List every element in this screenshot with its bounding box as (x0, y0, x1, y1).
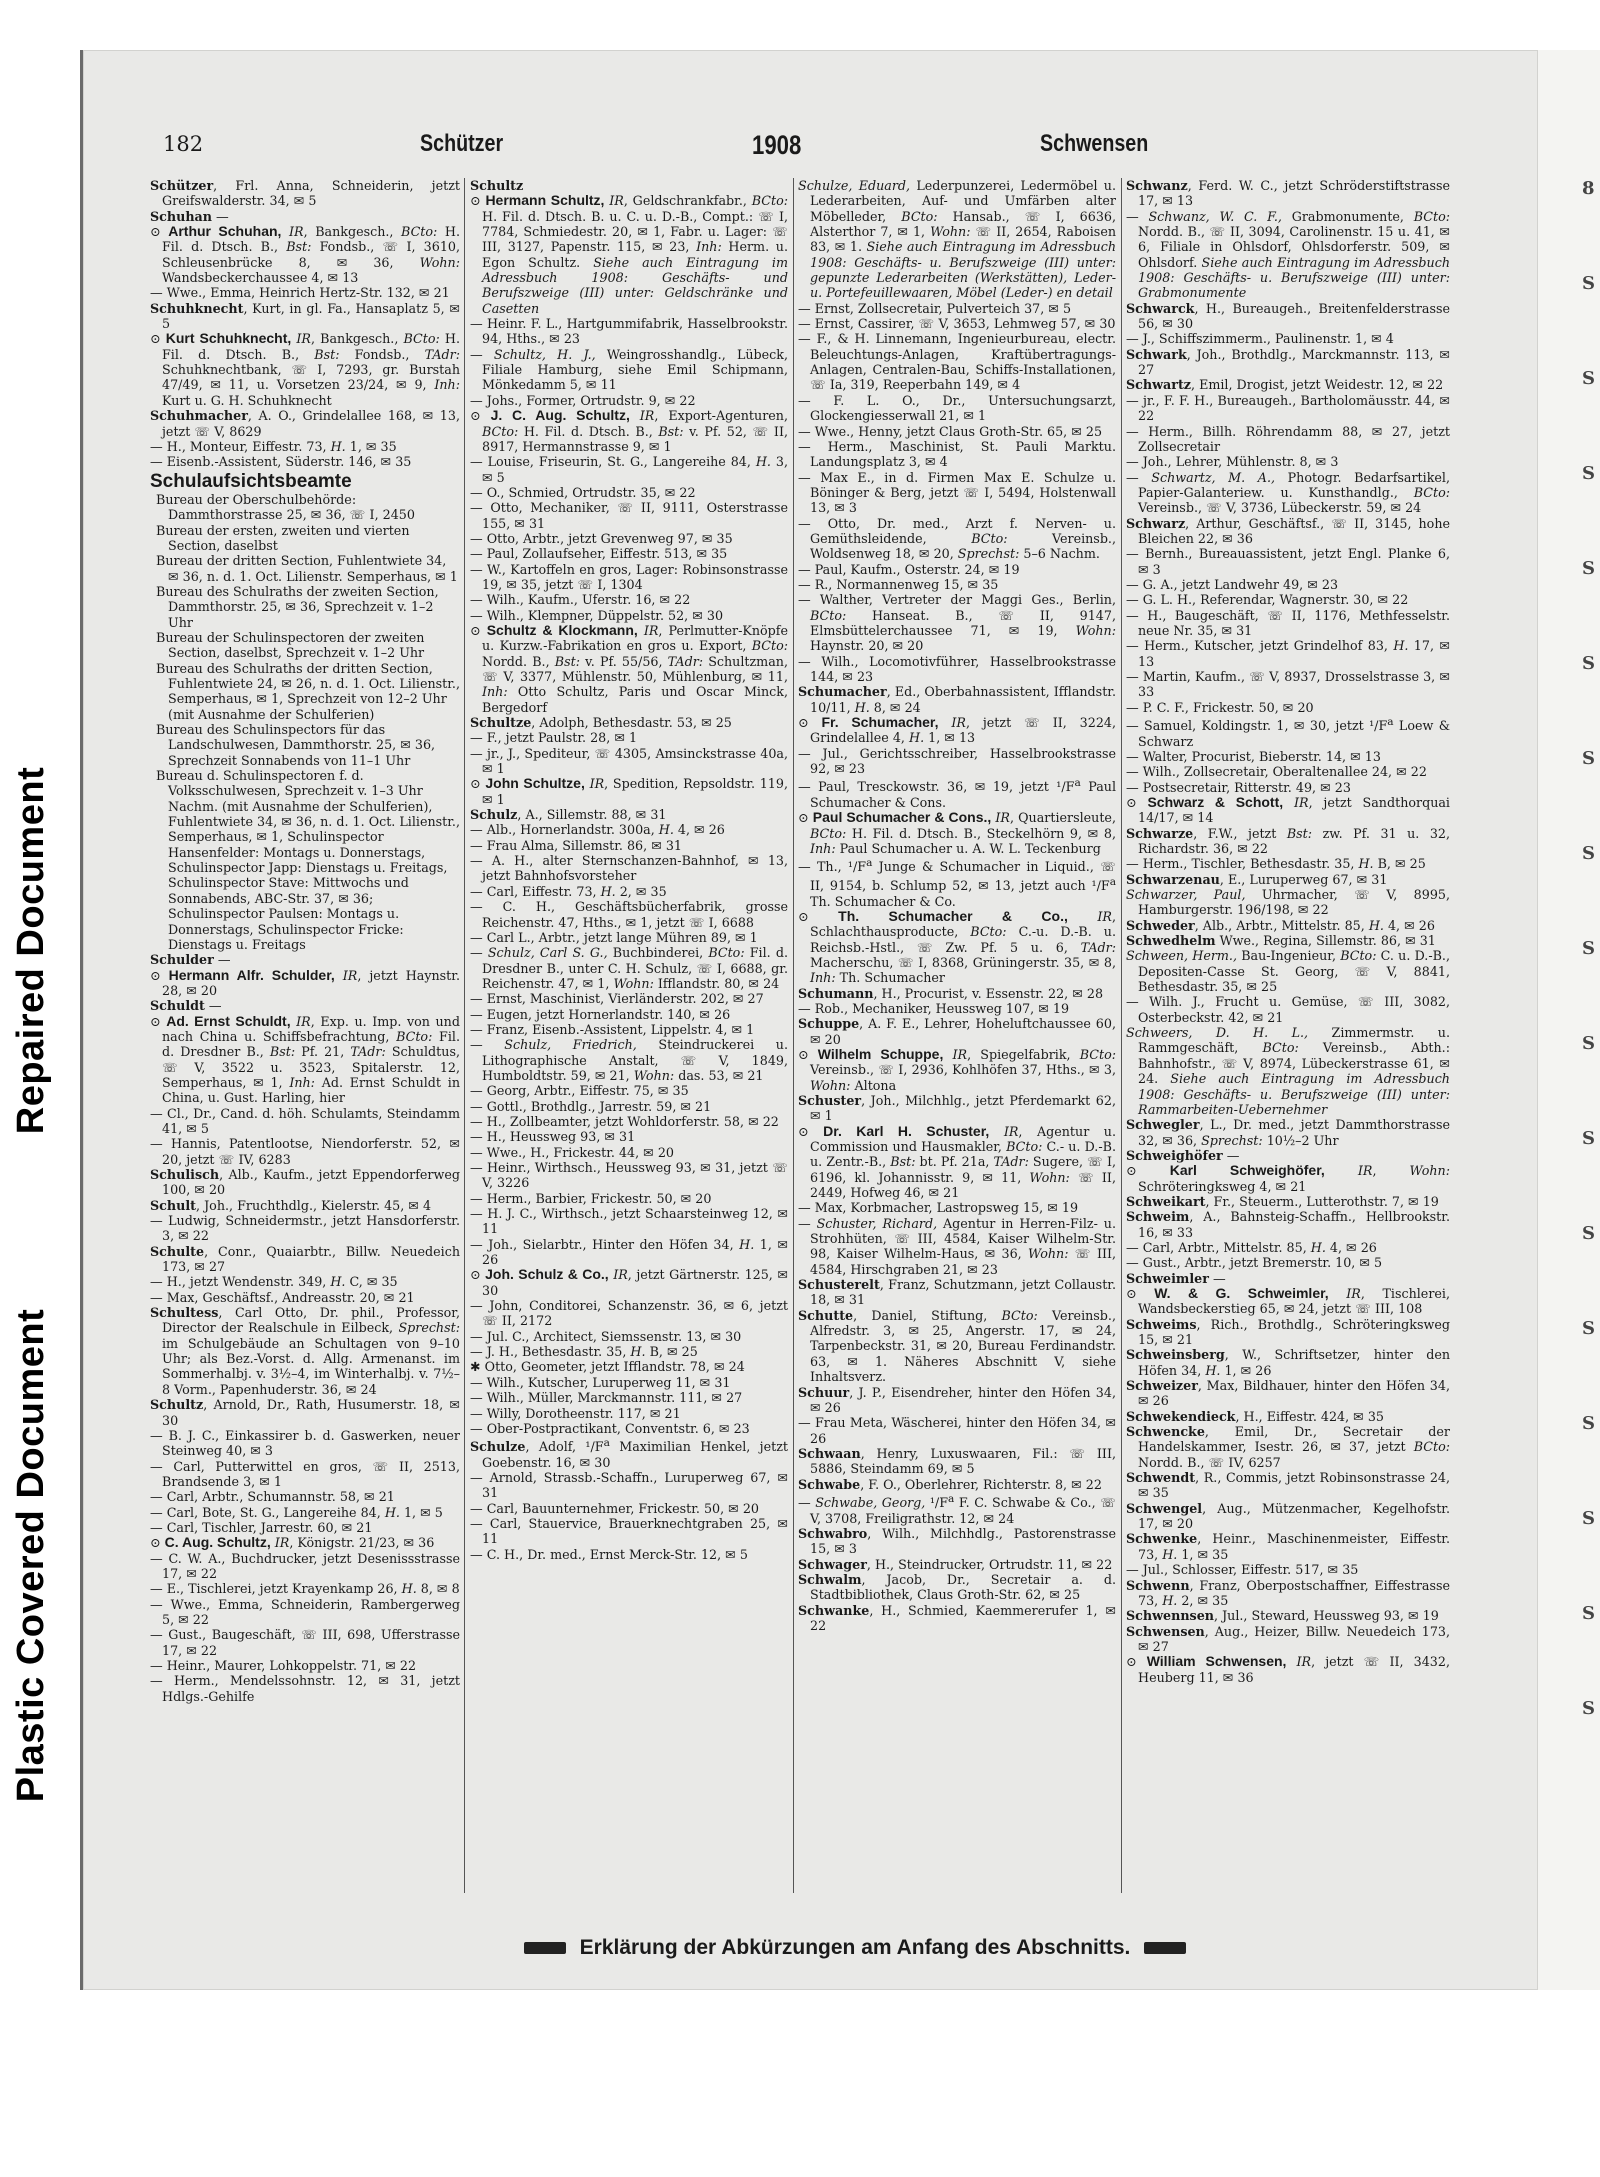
directory-entry: ⊙ Hermann Schultz, IR, Geldschrankfabr., BCto: H. Fil. d. Dtsch. B. u. C. u. D.-B., Compt.: ☏ I, 7784, Schmiedestr. 20, ✉ 1, Fabr. u. Lager: ☏ III, 3127, Papenstr. 115, ✉ 23, Inh: Herm. u. Egon Schultz. Siehe auch Eintragung im Adressbuch 1908: Geschäfts- und Berufszweige (III) unter: Geldschränke und Casetten (470, 192, 788, 316)
directory-entry: — Wilh., Zollsecretair, Oberaltenallee 24, ✉ 22 (1126, 764, 1427, 780)
directory-entry: — Schwabe, Georg, $^1/F^a$ F. C. Schwabe & Co., ☏ V, 3708, Freiligrathstr. 12, ✉ 24 (798, 1492, 1116, 1526)
directory-entry: Schulisch, Alb., Kaufm., jetzt Eppendorferweg 100, ✉ 20 (150, 1167, 460, 1198)
directory-entry: — Carl, Arbtr., Schumannstr. 58, ✉ 21 (150, 1489, 395, 1505)
adjacent-page-letter: S (1582, 1698, 1595, 1719)
directory-entry: — Schulz, Friedrich, Steindruckerei u. Lithographische Anstalt, ☏ V, 1849, Humboldtstr. 59, ✉ 21, Wohn: das. 53, ✉ 21 (470, 1037, 788, 1083)
directory-entry: Schwaan, Henry, Luxuswaaren, Fil.: ☏ III, 5886, Steindamm 69, ✉ 5 (798, 1445, 1116, 1477)
directory-entry: Schweers, D. H. L., Zimmermstr. u. Rammgeschäft, BCto: Vereinsb., Abth.: Bahnhofstr., ☏ V, 8974, Lübeckerstrasse 61, ✉ 24. Siehe auch Eintragung im Adressbuch 1908: Geschäfts- u. Berufszweige (III) unter: Rammarbeiten-Uebernehmer (1126, 1025, 1450, 1117)
directory-entry: — Joh., Sielarbtr., Hinter den Höfen 34, H. 1, ✉ 26 (470, 1236, 788, 1268)
directory-entry: — jr., F. F. H., Bureaugeh., Bartholomäusstr. 44, ✉ 22 (1126, 392, 1450, 424)
directory-entry: Schwensen, Aug., Heizer, Billw. Neuedeich 173, ✉ 27 (1126, 1623, 1450, 1654)
directory-entry: — J. H., Bethesdastr. 35, H. B, ✉ 25 (470, 1344, 698, 1360)
pointing-hand-left-icon (524, 1942, 566, 1954)
directory-entry: — Eugen, jetzt Hornerlandstr. 140, ✉ 26 (470, 1006, 731, 1022)
directory-entry: Schwencke, Emil, Dr., Secretair der Handelskammer, Isestr. 26, ✉ 37, jetzt BCto: Nordd. B., ☏ IV, 6257 (1126, 1424, 1450, 1470)
page-footer (405, 1936, 1305, 1966)
adjacent-page-letter: S (1582, 938, 1595, 959)
directory-entry: — H. J. C., Wirthsch., jetzt Schaarsteinweg 12, ✉ 11 (470, 1206, 788, 1237)
directory-entry: Schwarze, F.W., jetzt Bst: zw. Pf. 31 u. 32, Richardstr. 36, ✉ 22 (1126, 825, 1450, 857)
directory-entry: Schweizer, Max, Bildhauer, hinter den Höfen 34, ✉ 26 (1126, 1378, 1450, 1409)
adjacent-page-letter: S (1582, 558, 1595, 579)
directory-entry: Schulte, Conr., Quaiarbtr., Billw. Neuedeich 173, ✉ 27 (150, 1243, 460, 1275)
directory-entry: ⊙ Arthur Schuhan, IR, Bankgesch., BCto: H. Fil. d. Dtsch. B., Bst: Fondsb., ☏ I, 3610, Schleusenbrücke 8, ✉ 36, Wohn: Wandsbeckerchaussee 4, ✉ 13 (150, 223, 460, 286)
directory-entry: Schwark, Joh., Brothdlg., Marckmannstr. 113, ✉ 27 (1126, 346, 1450, 378)
directory-entry: — H., Heussweg 93, ✉ 31 (470, 1129, 636, 1145)
directory-entry: — Frau Alma, Sillemstr. 86, ✉ 31 (470, 837, 683, 853)
page-header (150, 118, 1155, 162)
directory-entry: — Wilh., Müller, Marckmannstr. 111, ✉ 27 (470, 1390, 743, 1406)
directory-entry: — F. L. O., Dr., Untersuchungsarzt, Glockengiesserwall 21, ✉ 1 (798, 392, 1116, 424)
directory-entry: Schweikart, Fr., Steuerm., Lutterothstr. 7, ✉ 19 (1126, 1193, 1439, 1209)
directory-entry: Schuldt — (150, 998, 222, 1014)
directory-entry: — Franz, Eisenb.-Assistent, Lippelstr. 4, ✉ 1 (470, 1021, 755, 1037)
directory-entry: Schwekendieck, H., Eiffestr. 424, ✉ 35 (1126, 1408, 1384, 1424)
column-4 (1126, 178, 1450, 1903)
directory-columns (150, 178, 1495, 1898)
directory-entry: — Max E., in d. Firmen Max E. Schulze u. Böninger & Berg, jetzt ☏ I, 5494, Holstenwall 13, ✉ 3 (798, 469, 1116, 516)
directory-entry: Schuhknecht, Kurt, in gl. Fa., Hansaplatz 5, ✉ 5 (150, 300, 460, 332)
directory-entry: Schwager, H., Steindrucker, Ortrudstr. 11, ✉ 22 (798, 1556, 1113, 1572)
directory-entry: Schusterelt, Franz, Schutzmann, jetzt Collaustr. 18, ✉ 31 (798, 1277, 1116, 1308)
directory-entry: — Herm., Billh. Röhrendamm 88, ✉ 27, jetzt Zollsecretair (1126, 423, 1450, 454)
directory-entry: — Joh., Lehrer, Mühlenstr. 8, ✉ 3 (1126, 454, 1339, 470)
directory-entry: — C. W. A., Buchdrucker, jetzt Desenissstrasse 17, ✉ 22 (150, 1550, 460, 1581)
adjacent-page-letter: S (1582, 1413, 1595, 1434)
directory-entry: — Wilh., Locomotivführer, Hasselbrookstrasse 144, ✉ 23 (798, 653, 1116, 684)
directory-entry: Schultz (470, 178, 524, 193)
footer-note: Erklärung der Abkürzungen am Anfang des Abschnitts. (579, 1936, 1131, 1959)
directory-entry: ⊙ Paul Schumacher & Cons., IR, Quartiersleute, BCto: H. Fil. d. Dtsch. B., Steckelhörn 9, ✉ 8, Inh: Paul Schumacher u. A. W. L. Teckenburg (798, 809, 1116, 857)
directory-entry: — Ernst, Cassirer, ☏ V, 3653, Lehmweg 57, ✉ 30 (798, 316, 1116, 332)
directory-entry: ⊙ Dr. Karl H. Schuster, IR, Agentur u. Commission und Hausmakler, BCto: C.- u. D.-B. u. Zentr.-B., Bst: bt. Pf. 21a, TAdr: Sugere, ☏ I, 6196, kl. Johannisstr. 9, ✉ 11, Wohn: ☏ II, 2449, Hofweg 46, ✉ 21 (798, 1122, 1116, 1201)
directory-entry: — Herm., Barbier, Frickestr. 50, ✉ 20 (470, 1190, 712, 1206)
header-last-entry: Schwensen (1040, 130, 1149, 157)
column-divider (464, 178, 465, 1893)
directory-entry: — G. L. H., Referendar, Wagnerstr. 30, ✉ 22 (1126, 592, 1409, 608)
adjacent-page-letter: S (1582, 273, 1595, 294)
directory-entry: — Martin, Kaufm., ☏ V, 8937, Drosselstrasse 3, ✉ 33 (1126, 669, 1450, 700)
directory-entry: — Hannis, Patentlootse, Niendorferstr. 52, ✉ 20, jetzt ☏ IV, 6283 (150, 1136, 460, 1167)
directory-entry: — W., Kartoffeln en gros, Lager: Robinsonstrasse 19, ✉ 35, jetzt ☏ I, 1304 (470, 561, 788, 592)
directory-entry: Schwendt, R., Commis, jetzt Robinsonstrasse 24, ✉ 35 (1126, 1470, 1450, 1501)
directory-entry: — Johs., Former, Ortrudstr. 9, ✉ 22 (470, 392, 696, 408)
directory-entry: Schuhmacher, A. O., Grindelallee 168, ✉ 13, jetzt ☏ V, 8629 (150, 408, 460, 439)
directory-entry: — Jul., Gerichtsschreiber, Hasselbrookstrasse 92, ✉ 23 (798, 745, 1116, 777)
directory-entry: — C. H., Dr. med., Ernst Merck-Str. 12, ✉ 5 (470, 1546, 748, 1562)
directory-entry: Schwegler, L., Dr. med., jetzt Dammthorstrasse 32, ✉ 36, Sprechst: 10½–2 Uhr (1126, 1117, 1450, 1148)
adjacent-page-letter: S (1582, 748, 1595, 769)
directory-entry: — Max, Geschäftsf., Andreasstr. 20, ✉ 21 (150, 1289, 415, 1305)
directory-entry: Schweder, Alb., Arbtr., Mittelstr. 85, H. 4, ✉ 26 (1126, 917, 1435, 933)
directory-entry: ⊙ W. & G. Schweimler, IR, Tischlerei, Wandsbeckerstieg 65, ✉ 24, jetzt ☏ III, 108 (1126, 1284, 1450, 1317)
directory-entry: Schwengel, Aug., Mützenmacher, Kegelhofstr. 17, ✉ 20 (1126, 1500, 1450, 1532)
directory-entry: — Alb., Hornerlandstr. 300a, H. 4, ✉ 26 (470, 822, 725, 838)
column-2 (470, 178, 788, 1903)
adjacent-page-letter: S (1582, 653, 1595, 674)
directory-entry: — Heinr. F. L., Hartgummifabrik, Hasselbrookstr. 94, Hths., ✉ 23 (470, 316, 788, 347)
directory-entry: — Gust., Arbtr., jetzt Bremerstr. 10, ✉ 5 (1126, 1255, 1383, 1271)
directory-entry: — Jul. C., Architect, Siemssenstr. 13, ✉ 30 (470, 1328, 742, 1344)
directory-entry: — Schuster, Richard, Agentur in Herren-Filz- u. Strohhüten, ☏ III, 4584, Kaiser Wilhelm-Str. 98, Kaiser Wilhelm-Haus, ✉ 36, Wohn: ☏ III, 4584, Hirschgraben 21, ✉ 23 (798, 1215, 1116, 1277)
directory-entry: — Paul, Kaufm., Osterstr. 24, ✉ 19 (798, 561, 1020, 577)
directory-entry: Schwenke, Heinr., Maschinenmeister, Eiffestr. 73, H. 1, ✉ 35 (1126, 1531, 1450, 1562)
directory-entry: — J., Schiffszimmerm., Paulinenstr. 1, ✉ 4 (1126, 331, 1394, 347)
directory-entry: — H., jetzt Wendenstr. 349, H. C, ✉ 35 (150, 1274, 398, 1290)
directory-entry: — E., Tischlerei, jetzt Krayenkamp 26, H. 8, ✉ 8 (150, 1581, 460, 1597)
directory-subentry: Bureau der dritten Section, Fuhlentwiete 34, ✉ 36, n. d. 1. Oct. Lilienstr. Semperhaus, ✉ 1 (156, 553, 458, 584)
directory-entry: Schuur, J. P., Eisendreher, hinter den Höfen 34, ✉ 26 (798, 1384, 1116, 1415)
directory-entry: — Ober-Postpractikant, Conventstr. 6, ✉ 23 (470, 1420, 750, 1436)
adjacent-page-letter: S (1582, 368, 1595, 389)
directory-entry: ⊙ Wilhelm Schuppe, IR, Spiegelfabrik, BCto: Vereinsb., ☏ I, 2936, Kohlhöfen 37, Hths., ✉ 3, Wohn: Altona (798, 1045, 1116, 1093)
column-1 (150, 178, 460, 1903)
directory-entry: — Samuel, Koldingstr. 1, ✉ 30, jetzt $^1/F^a$ Loew & Schwarz (1126, 716, 1450, 749)
directory-entry: — Otto, Mechaniker, ☏ II, 9111, Osterstrasse 155, ✉ 31 (470, 500, 788, 531)
directory-entry: — Wwe., Emma, Heinrich Hertz-Str. 132, ✉ 21 (150, 285, 450, 301)
directory-entry: — C. H., Geschäftsbücherfabrik, grosse Reichenstr. 47, Hths., ✉ 1, jetzt ☏ I, 6688 (470, 899, 788, 930)
directory-entry: — Herm., Tischler, Bethesdastr. 35, H. B, ✉ 25 (1126, 856, 1426, 872)
header-year: 1908 (752, 130, 802, 160)
directory-entry: — Rob., Mechaniker, Heussweg 107, ✉ 19 (798, 1000, 1070, 1016)
directory-entry: — Gottl., Brothdlg., Jarrestr. 59, ✉ 21 (470, 1098, 712, 1114)
directory-entry: — Bernh., Bureauassistent, jetzt Engl. Planke 6, ✉ 3 (1126, 546, 1450, 577)
directory-entry: — Wilh., Kaufm., Uferstr. 16, ✉ 22 (470, 592, 691, 608)
directory-entry: — Walter, Procurist, Bieberstr. 14, ✉ 13 (1126, 748, 1381, 764)
directory-entry: — Otto, Dr. med., Arzt f. Nerven- u. Gemüthsleidende, BCto: Vereinsb., Woldsenweg 18, ✉ 20, Sprechst: 5–6 Nachm. (798, 515, 1116, 562)
directory-subentry: Bureau der Schulinspectoren der zweiten Section, daselbst, Sprechzeit v. 1–2 Uhr (156, 629, 425, 661)
directory-entry: Schweim, A., Bahnsteig-Schaffn., Hellbrookstr. 16, ✉ 33 (1126, 1209, 1450, 1240)
pointing-hand-right-icon (1144, 1942, 1186, 1954)
directory-entry: Schwabe, F. O., Oberlehrer, Richterstr. 8, ✉ 22 (798, 1476, 1102, 1492)
directory-entry: — G. A., jetzt Landwehr 49, ✉ 23 (1126, 576, 1339, 592)
directory-entry: — Schwanz, W. C. F., Grabmonumente, BCto: Nordd. B., ☏ II, 3094, Carolinenstr. 15 u. 41, ✉ 6, Filiale in Ohlsdorf, Ohlsdorferstr. 509, ✉ Ohlsdorf. Siehe auch Eintragung im Adressbuch 1908: Geschäfts- u. Berufszweige (III) unter: Grabmonumente (1126, 208, 1450, 301)
directory-entry: — Wwe., H., Frickestr. 44, ✉ 20 (470, 1144, 674, 1160)
directory-subentry: Bureau der Oberschulbehörde: Dammthorstrasse 25, ✉ 36, ☏ I, 2450 (156, 491, 415, 523)
directory-entry: — Wilh., Kutscher, Luruperweg 11, ✉ 31 (470, 1374, 731, 1390)
directory-subentry: Bureau des Schulraths der dritten Section, Fuhlentwiete 24, ✉ 26, n. d. 1. Oct. Lilienstr., Semperhaus, ✉ 1, Sprechzeit von 12–2 Uhr (mit Ausnahme der Schulferien) (156, 660, 460, 722)
directory-entry: Schultze, Adolph, Bethesdastr. 53, ✉ 25 (470, 715, 732, 731)
directory-entry: Schulder — (150, 952, 231, 968)
adjacent-page-letter: S (1582, 1318, 1595, 1339)
directory-entry: — Louise, Friseurin, St. G., Langereihe 84, H. 3, ✉ 5 (470, 454, 788, 485)
adjacent-page-letter: 8 (1582, 178, 1595, 199)
directory-entry: — Carl L., Arbtr., jetzt lange Mühren 89, ✉ 1 (470, 929, 758, 945)
directory-entry: Schwarck, H., Bureaugeh., Breitenfelderstrasse 56, ✉ 30 (1126, 300, 1450, 332)
directory-entry: ⊙ Fr. Schumacher, IR, jetzt ☏ II, 3224, Grindelallee 4, H. 1, ✉ 13 (798, 714, 1116, 746)
directory-entry: — Carl, Bote, St. G., Langereihe 84, H. 1, ✉ 5 (150, 1504, 443, 1520)
directory-entry: — Wwe., Henny, jetzt Claus Groth-Str. 65, ✉ 25 (798, 423, 1103, 439)
directory-entry: — Gust., Baugeschäft, ☏ III, 698, Ufferstrasse 17, ✉ 22 (150, 1627, 460, 1658)
directory-entry: Schutte, Daniel, Stiftung, BCto: Vereinsb., Alfredstr. 3, ✉ 25, Angerstr. 17, ✉ 24, Tarpenbeckstr. 31, ✉ 20, Bureau Ferdinandstr. 63, ✉ 1. Näheres Abschnitt V, siehe Inhaltsverz. (798, 1307, 1116, 1385)
directory-entry: Schwabro, Wilh., Milchhdlg., Pastorenstrasse 15, ✉ 3 (798, 1525, 1116, 1557)
directory-entry: — Eisenb.-Assistent, Süderstr. 146, ✉ 35 (150, 454, 412, 470)
directory-entry: — Carl, Eiffestr. 73, H. 2, ✉ 35 (470, 883, 667, 899)
directory-entry: — Otto, Arbtr., jetzt Grevenweg 97, ✉ 35 (470, 530, 733, 546)
directory-entry: — Wilh., Klempner, Düppelstr. 52, ✉ 30 (470, 607, 724, 623)
directory-entry: — Jul., Schlosser, Eiffestr. 517, ✉ 35 (1126, 1562, 1359, 1578)
side-label-plastic-text: Plastic Covered Document (10, 1308, 53, 1802)
directory-entry: — Arnold, Strassb.-Schaffn., Luruperweg 67, ✉ 31 (470, 1470, 788, 1501)
side-label-repaired-text: Repaired Document (10, 766, 53, 1134)
directory-entry: Schwennsen, Jul., Steward, Heussweg 93, ✉ 19 (1126, 1608, 1439, 1624)
directory-entry: — Herm., Mendelssohnstr. 12, ✉ 31, jetzt Hdlgs.-Gehilfe (150, 1673, 460, 1704)
directory-entry: ⊙ Ad. Ernst Schuldt, IR, Exp. u. Imp. von und nach China u. Schiffsbefrachtung, BCto: Fil. d. Dresdner B., Bst: Pf. 21, TAdr: Schuldtus, ☏ V, 3522 u. 3523, Spitalerstr. 12, Semperhaus, ✉ 1, Inh: Ad. Ernst Schuldt in China, u. Gust. Harling, hier (150, 1012, 460, 1106)
column-3 (798, 178, 1116, 1903)
directory-subentry: Bureau d. Schulinspectoren f. d. Volksschulwesen, Sprechzeit v. 1–3 Uhr Nachm. (mit Ausnahme der Schulferien), Fuhlentwiete 34, ✉ 36, n. d. 1. Oct. Lilienstr., Semperhaus, ✉ 1, Schulinspector Hansenfelder: Montags u. Donnerstags, Schulinspector Japp: Dienstags u. Freitags, Schulinspector Stave: Mittwochs und Sonnabends, ABC-Str. 37, ✉ 36; Schulinspector Paulsen: Montags u. Donnerstags, Schulinspector Fricke: Dienstags u. Freitags (156, 768, 460, 952)
directory-entry: ⊙ Hermann Alfr. Schulder, IR, jetzt Haynstr. 28, ✉ 20 (150, 966, 460, 998)
directory-entry: — Wilh. J., Frucht u. Gemüse, ☏ III, 3082, Osterbeckstr. 42, ✉ 21 (1126, 994, 1450, 1025)
directory-entry: Schwarzenau, E., Luruperweg 67, ✉ 31 (1126, 871, 1388, 887)
directory-entry: Schweims, Rich., Brothdlg., Schröteringksweg 15, ✉ 21 (1126, 1316, 1450, 1348)
directory-entry: — Herm., Maschinist, St. Pauli Marktu. Landungsplatz 3, ✉ 4 (798, 438, 1116, 470)
directory-entry: ⊙ C. Aug. Schultz, IR, Königstr. 21/23, ✉ 36 (150, 1534, 435, 1551)
directory-entry: — Wwe., Emma, Schneiderin, Rambergerweg 5, ✉ 22 (150, 1596, 460, 1627)
header-first-entry: Schützer (420, 130, 504, 157)
directory-entry: — jr., J., Spediteur, ☏ 4305, Amsinckstrasse 40a, ✉ 1 (470, 745, 788, 777)
directory-entry: — F., & H. Linnemann, Ingenieurbureau, electr. Beleuchtungs-Anlagen, Kraftübertragungs-Anlagen, Centralen-Bau, Schiffs-Installationen, ☏ Ia, 319, Reeperbahn 149, ✉ 4 (798, 331, 1116, 393)
directory-entry: ⊙ Kurt Schuhknecht, IR, Bankgesch., BCto: H. Fil. d. Dtsch. B., Bst: Fondsb., TAdr: Schuhknechtbank, ☏ I, 7293, gr. Burstah 47/49, ✉ 11, u. Vorsetzen 23/24, ✉ 9, Inh: Kurt u. G. H. Schuhknecht (150, 330, 460, 408)
directory-entry: ⊙ J. C. Aug. Schultz, IR, Export-Agenturen, BCto: H. Fil. d. Dtsch. B., Bst: v. Pf. 52, ☏ II, 8917, Hermannstrasse 9, ✉ 1 (470, 407, 788, 454)
directory-subentry: Bureau des Schulinspectors für das Landschulwesen, Dammthorstr. 25, ✉ 36, Sprechzeit Sonnabends von 11–1 Uhr (156, 722, 436, 768)
directory-page (150, 118, 1515, 1988)
directory-entry: — Max, Korbmacher, Lastropsweg 15, ✉ 19 (798, 1200, 1079, 1216)
directory-entry: Schuppe, A. F. E., Lehrer, Hoheluftchaussee 60, ✉ 20 (798, 1016, 1116, 1047)
directory-entry: — Ernst, Zollsecretair, Pulverteich 37, ✉ 5 (798, 300, 1072, 316)
column-divider (1121, 178, 1122, 1893)
directory-entry: — Postsecretair, Ritterstr. 49, ✉ 23 (1126, 779, 1351, 795)
column-divider (793, 178, 794, 1893)
adjacent-page-letter: S (1582, 1603, 1595, 1624)
directory-entry: — H., Monteur, Eiffestr. 73, H. 1, ✉ 35 (150, 438, 397, 454)
directory-entry: Schwarzer, Paul, Uhrmacher, ☏ V, 8995, Hamburgerstr. 196/198, ✉ 22 (1126, 887, 1450, 918)
directory-entry: Schulz, A., Sillemstr. 88, ✉ 31 (470, 807, 667, 823)
directory-entry: Schulze, Adolf, $^1/F^a$ Maximilian Henkel, jetzt Goebenstr. 16, ✉ 30 (470, 1437, 788, 1470)
side-label-repaired (0, 690, 64, 1210)
adjacent-page-letter: S (1582, 1128, 1595, 1149)
directory-entry: — Carl, Bauunternehmer, Frickestr. 50, ✉ 20 (470, 1500, 759, 1516)
adjacent-page-letter: S (1582, 843, 1595, 864)
page-number: 182 (163, 132, 204, 156)
directory-entry: Schultess, Carl Otto, Dr. phil., Professor, Director der Realschule in Eilbeck, Sprechst: im Schulgebäude an Schultagen von 9–10 Uhr; als Bez.-Vorst. d. Allg. Armenanst. im Sommerhalbj. v. 3½–4, im Winterhalbj. v. 7½–8 Vorm., Papenhuderstr. 36, ✉ 24 (150, 1305, 460, 1397)
directory-entry: — A. H., alter Sternschanzen-Bahnhof, ✉ 13, jetzt Bahnhofsvorsteher (470, 853, 788, 884)
directory-entry: ⊙ Schwarz & Schott, IR, jetzt Sandthorquai 14/17, ✉ 14 (1126, 793, 1450, 826)
directory-entry: ⊙ Joh. Schulz & Co., IR, jetzt Gärtnerstr. 125, ✉ 30 (470, 1266, 788, 1298)
directory-entry: — Ludwig, Schneidermstr., jetzt Hansdorferstr. 3, ✉ 22 (150, 1213, 460, 1244)
directory-entry: — F., jetzt Paulstr. 28, ✉ 1 (470, 730, 638, 746)
directory-entry: — Paul, Tresckowstr. 36, ✉ 19, jetzt $^1/F^a$ Paul Schumacher & Cons. (798, 777, 1116, 810)
directory-entry: — Frau Meta, Wäscherei, hinter den Höfen 34, ✉ 26 (798, 1415, 1116, 1446)
section-heading: Schulaufsichtsbeamte (150, 470, 352, 492)
directory-entry: — Walther, Vertreter der Maggi Ges., Berlin, BCto: Hanseat. B., ☏ II, 9147, Elmsbüttelerchaussee 71, ✉ 19, Wohn: Haynstr. 20, ✉ 20 (798, 592, 1116, 654)
directory-entry: Schultz, Arnold, Dr., Rath, Husumerstr. 18, ✉ 30 (150, 1397, 460, 1428)
directory-entry: Schwedhelm Wwe., Regina, Sillemstr. 86, ✉ 31 (1126, 933, 1436, 949)
directory-entry: Schweinsberg, W., Schriftsetzer, hinter den Höfen 34, H. 1, ✉ 26 (1126, 1347, 1450, 1378)
directory-entry: — Schwartz, M. A., Photogr. Bedarfsartikel, Papier-Galanteriew. u. Kunsthandlg., BCto: Vereinsb., ☏ V, 3736, Lübeckerstr. 59, ✉ 24 (1126, 469, 1450, 516)
directory-entry: — P. C. F., Frickestr. 50, ✉ 20 (1126, 699, 1314, 715)
directory-entry: — Heinr., Wirthsch., Heussweg 93, ✉ 31, jetzt ☏ V, 3226 (470, 1160, 788, 1191)
adjacent-page-letter: S (1582, 463, 1595, 484)
directory-entry: — H., Baugeschäft, ☏ II, 1176, Methfesselstr. neue Nr. 35, ✉ 31 (1126, 607, 1450, 638)
directory-entry: — R., Normannenweg 15, ✉ 35 (798, 576, 999, 592)
directory-entry: Schumacher, Ed., Oberbahnassistent, Ifflandstr. 10/11, H. 8, ✉ 24 (798, 684, 1116, 715)
directory-entry: Schwalm, Jacob, Dr., Secretair a. d. Stadtbibliothek, Claus Groth-Str. 62, ✉ 25 (798, 1571, 1116, 1603)
directory-entry: ✱ Otto, Geometer, jetzt Ifflandstr. 78, ✉ 24 (470, 1359, 745, 1375)
directory-entry: Schweimler — (1126, 1270, 1226, 1286)
directory-entry: — Cl., Dr., Cand. d. höh. Schulamts, Steindamm 41, ✉ 5 (150, 1105, 460, 1136)
adjacent-page-letter: S (1582, 1508, 1595, 1529)
directory-subentry: Bureau der ersten, zweiten und vierten Section, daselbst (156, 522, 410, 553)
directory-entry: — Heinr., Maurer, Lohkoppelstr. 71, ✉ 22 (150, 1658, 417, 1673)
directory-entry: ⊙ Karl Schweighöfer, IR, Wohn: Schröteringksweg 4, ✉ 21 (1126, 1162, 1450, 1194)
directory-entry: Schumann, H., Procurist, v. Essenstr. 22, ✉ 28 (798, 985, 1104, 1001)
directory-entry: — Paul, Zollaufseher, Eiffestr. 513, ✉ 35 (470, 546, 728, 562)
directory-entry: Schuhan — (150, 208, 229, 224)
directory-subentry: Bureau des Schulraths der zweiten Section, Dammthorstr. 25, ✉ 36, Sprechzeit v. 1–2 Uhr (156, 583, 439, 630)
directory-entry: Schween, Herm., Bau-Ingenieur, BCto: C. u. D.-B., Depositen-Casse St. Georg, ☏ V, 8841, Bethesdastr. 35, ✉ 25 (1126, 948, 1450, 995)
directory-entry: Schützer, Frl. Anna, Schneiderin, jetzt Greifswalderstr. 34, ✉ 5 (150, 178, 460, 209)
directory-entry: — Schulz, Carl S. G., Buchbinderei, BCto: Fil. d. Dresdner B., unter C. H. Schulz, ☏ I, 6688, gr. Reichenstr. 47, ✉ 1, Wohn: Ifflandstr. 80, ✉ 24 (470, 945, 788, 991)
directory-entry: — Schultz, H. J., Weingrosshandlg., Lübeck, Filiale Hamburg, siehe Emil Schipmann, Mönkedamm 5, ✉ 11 (470, 346, 788, 393)
directory-entry: Schwartz, Emil, Drogist, jetzt Weidestr. 12, ✉ 22 (1126, 377, 1444, 393)
directory-entry: — Th., $^1/F^a$ Junge & Schumacher in Liquid., ☏ II, 9154, b. Schlump 52, ✉ 13, jetzt auch $^1/F^a$ Th. Schumacher & Co. (798, 857, 1116, 909)
adjacent-page-letter: S (1582, 1223, 1595, 1244)
directory-entry: — Carl, Stauervice, Brauerknechtgraben 25, ✉ 11 (470, 1516, 788, 1547)
directory-entry: — H., Zollbeamter, jetzt Wohldorferstr. 58, ✉ 22 (470, 1113, 779, 1129)
directory-entry: Schwarz, Arthur, Geschäftsf., ☏ II, 3145, hohe Bleichen 22, ✉ 36 (1126, 515, 1450, 546)
directory-entry: Schulze, Eduard, Lederpunzerei, Ledermöbel u. Lederarbeiten, Auf- und Umfärben alter Möbelleder, BCto: Hansab., ☏ I, 6636, Alsterthor 7, ✉ 1, Wohn: ☏ II, 2654, Raboisen 83, ✉ 1. Siehe auch Eintragung im Adressbuch 1908: Geschäfts- u. Berufszweige (III) unter: gepunzte Lederarbeiten (Werkstätten), Leder- u. Portefeuillewaaren, Möbel (Leder-) en detail (798, 178, 1116, 301)
directory-entry: — John, Conditorei, Schanzenstr. 36, ✉ 6, jetzt ☏ II, 2172 (470, 1298, 788, 1329)
directory-entry: — Georg, Arbtr., Eiffestr. 75, ✉ 35 (470, 1083, 689, 1099)
directory-entry: Schult, Joh., Fruchthdlg., Kielerstr. 45, ✉ 4 (150, 1197, 432, 1213)
directory-entry: Schwanke, H., Schmied, Kaemmererufer 1, ✉ 22 (798, 1602, 1116, 1633)
adjacent-page-letter: S (1582, 1033, 1595, 1054)
side-label-plastic (0, 1280, 64, 1830)
directory-entry: — Ernst, Maschinist, Vierländerstr. 202, ✉ 27 (470, 991, 764, 1007)
directory-entry: — O., Schmied, Ortrudstr. 35, ✉ 22 (470, 484, 696, 500)
directory-entry: Schweighöfer — (1126, 1147, 1240, 1163)
directory-entry: — Carl, Putterwittel en gros, ☏ II, 2513, Brandsende 3, ✉ 1 (150, 1458, 460, 1489)
directory-entry: — Carl, Tischler, Jarrestr. 60, ✉ 21 (150, 1519, 373, 1535)
directory-entry: ⊙ Th. Schumacher & Co., IR, Schlachthausproducte, BCto: C.-u. D.-B. u. Reichsb.-Hstl., ☏ Zw. Pf. 5 u. 6, TAdr: Macherschu, ☏ I, 8368, Grüningerstr. 35, ✉ 8, Inh: Th. Schumacher (798, 907, 1116, 986)
directory-entry: ⊙ John Schultze, IR, Spedition, Repsoldstr. 119, ✉ 1 (470, 775, 788, 807)
directory-entry: ⊙ Schultz & Klockmann, IR, Perlmutter-Knöpfe u. Kurzw.-Fabrikation en gros u. Export, BCto: Nordd. B., Bst: v. Pf. 55/56, TAdr: Schultzman, ☏ V, 3377, Mühlenstr. 50, Mühlenburg, ✉ 11, Inh: Otto Schultz, Paris und Oscar Minck, Bergedorf (470, 621, 788, 715)
directory-entry: Schuster, Joh., Milchhlg., jetzt Pferdemarkt 62, ✉ 1 (798, 1092, 1116, 1124)
directory-entry: — Herm., Kutscher, jetzt Grindelhof 83, H. 17, ✉ 13 (1126, 638, 1450, 669)
directory-entry: — B. J. C., Einkassirer b. d. Gaswerken, neuer Steinweg 40, ✉ 3 (150, 1427, 460, 1459)
directory-entry: — Carl, Arbtr., Mittelstr. 85, H. 4, ✉ 26 (1126, 1239, 1377, 1255)
directory-entry: ⊙ William Schwensen, IR, jetzt ☏ II, 3432, Heuberg 11, ✉ 36 (1126, 1653, 1450, 1685)
directory-entry: — Willy, Dorotheenstr. 117, ✉ 21 (470, 1405, 681, 1421)
directory-entry: Schwenn, Franz, Oberpostschaffner, Eiffestrasse 73, H. 2, ✉ 35 (1126, 1577, 1450, 1608)
directory-entry: Schwanz, Ferd. W. C., jetzt Schröderstiftstrasse 17, ✉ 13 (1126, 178, 1450, 209)
